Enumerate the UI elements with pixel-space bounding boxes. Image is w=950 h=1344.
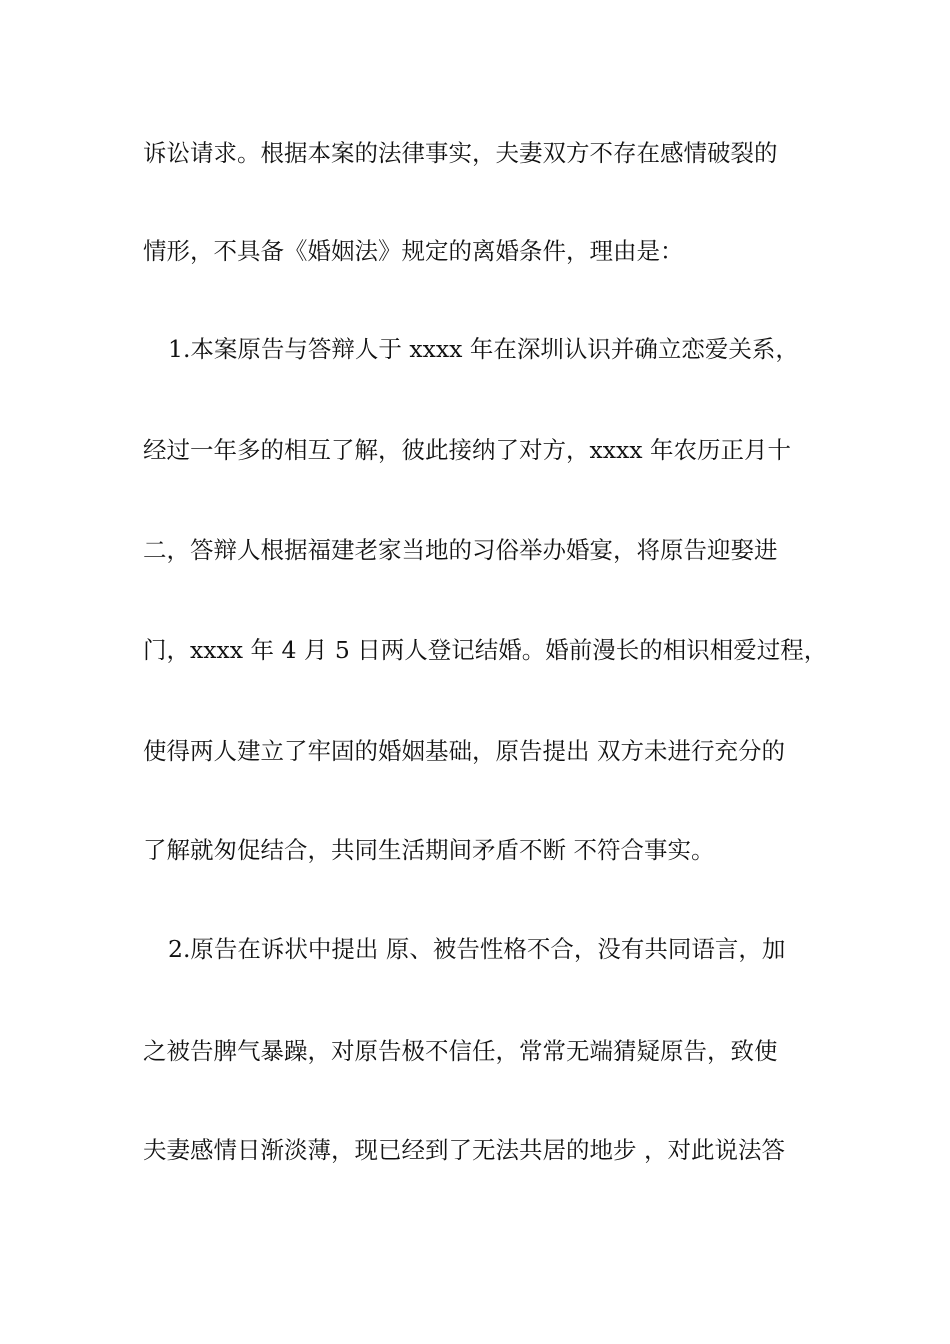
- text-line-3: 1.本案原告与答辩人于 xxxx 年在深圳认识并确立恋爱关系，: [168, 335, 799, 363]
- text-line-8: 了解就匆促结合，共同生活期间矛盾不断 不符合事实。: [143, 836, 715, 864]
- text-line-9: 2.原告在诉状中提出 原、被告性格不合，没有共同语言，加: [168, 935, 786, 963]
- text-line-1: 诉讼请求。根据本案的法律事实，夫妻双方不存在感情破裂的: [143, 139, 778, 167]
- text-line-6: 门，xxxx 年 4 月 5 日两人登记结婚。婚前漫长的相识相爱过程，: [143, 636, 828, 664]
- text-line-4: 经过一年多的相互了解，彼此接纳了对方，xxxx 年农历正月十: [143, 436, 791, 464]
- text-line-7: 使得两人建立了牢固的婚姻基础，原告提出 双方未进行充分的: [143, 737, 785, 765]
- text-line-10: 之被告脾气暴躁，对原告极不信任，常常无端猜疑原告，致使: [143, 1037, 778, 1065]
- text-line-2: 情形，不具备《婚姻法》规定的离婚条件，理由是：: [143, 237, 684, 265]
- text-line-11: 夫妻感情日渐淡薄，现已经到了无法共居的地步 ，对此说法答: [143, 1136, 785, 1164]
- text-line-5: 二，答辩人根据福建老家当地的习俗举办婚宴，将原告迎娶进: [143, 536, 778, 564]
